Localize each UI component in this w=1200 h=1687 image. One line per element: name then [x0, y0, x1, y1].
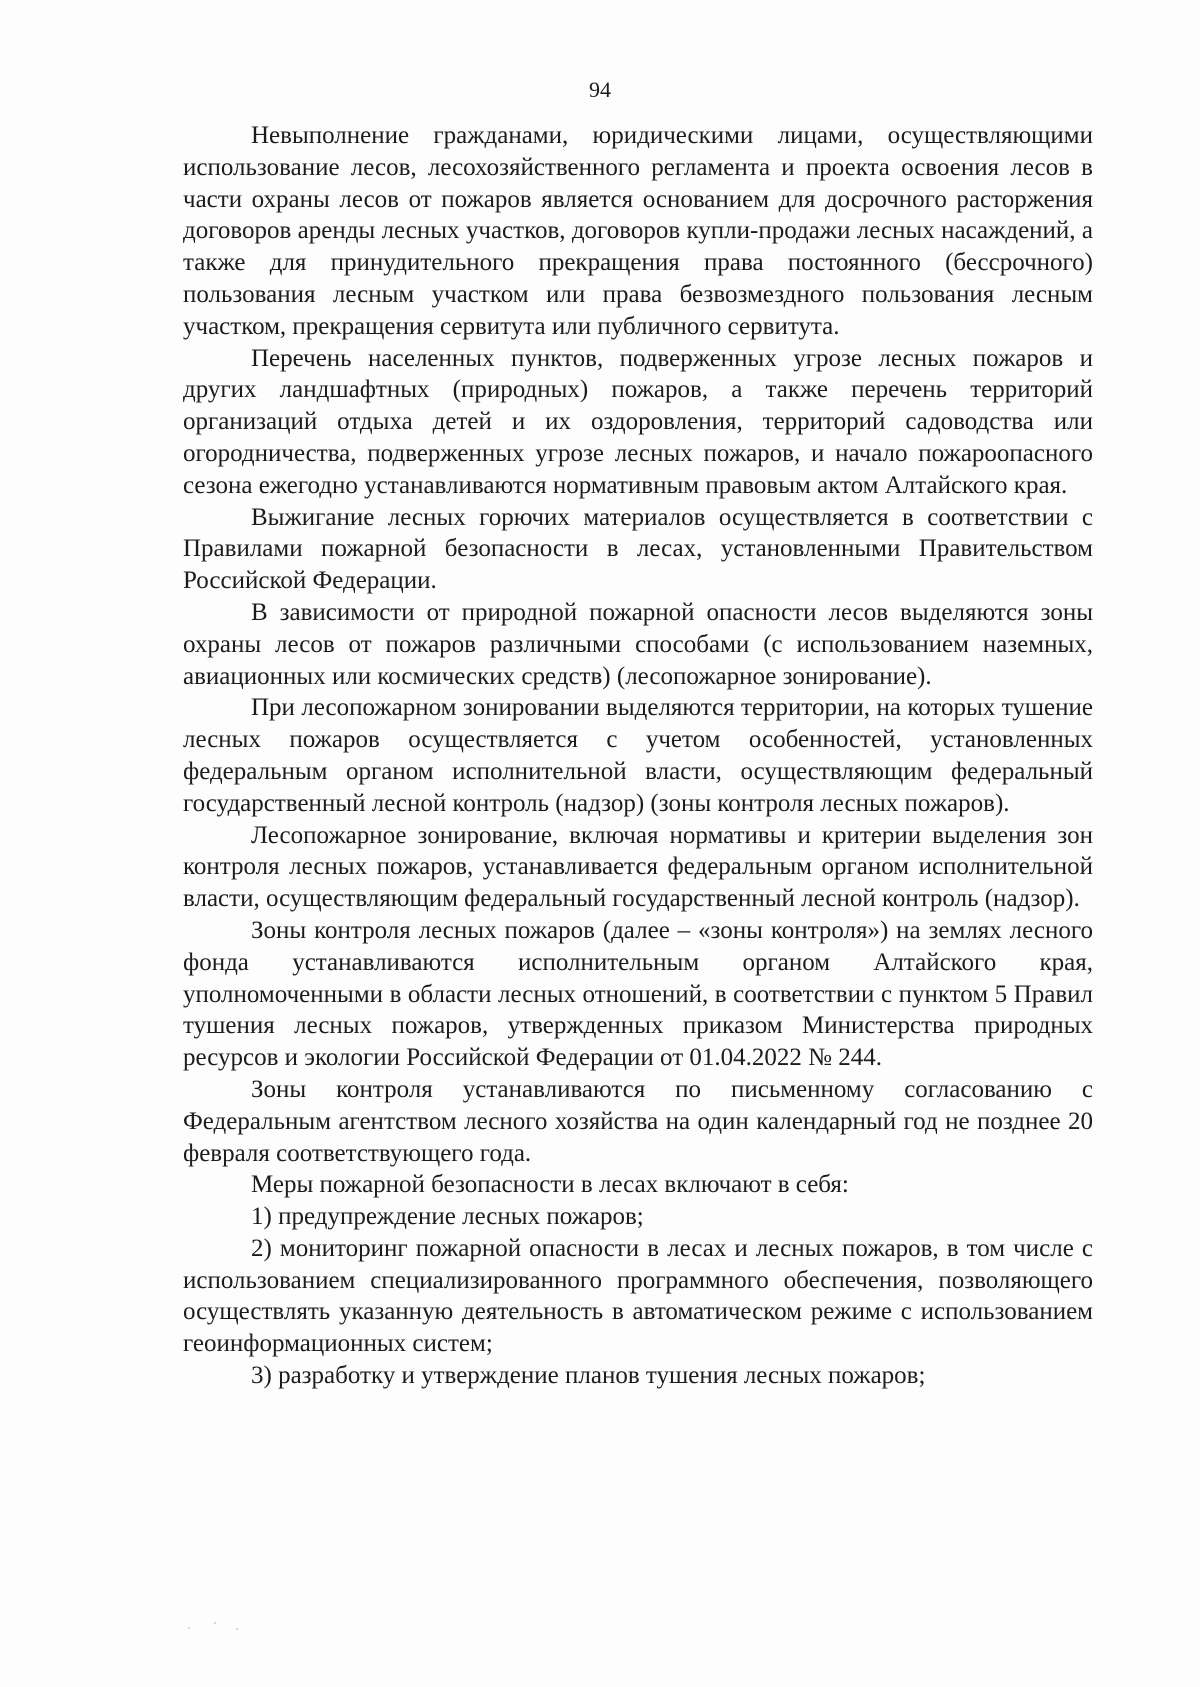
- list-item-monitoring: 2) мониторинг пожарной опасности в лесах и лесных пожаров, в том числе с использованием специализированного программного обеспечения, позволяющего осуществлять указанную деятельность в автоматическом режиме с использованием геоинформационных систем;: [183, 1234, 1093, 1358]
- list-item-plans: 3) разработку и утверждение планов тушения лесных пожаров;: [251, 1362, 926, 1390]
- scan-artifact: [214, 1622, 216, 1624]
- paragraph-control-zones-approval: Зоны контроля устанавливаются по письменному согласованию с Федеральным агентством лесного хозяйства на один календарный год не позднее 20 февраля соответствующего года.: [183, 1075, 1093, 1167]
- scan-artifact: [188, 1627, 190, 1629]
- scan-artifact: [236, 1628, 238, 1630]
- list-item-prevention: 1) предупреждение лесных пожаров;: [251, 1203, 644, 1231]
- paragraph-measures-intro: Меры пожарной безопасности в лесах включают в себя:: [251, 1171, 849, 1199]
- paragraph-burning-materials: Выжигание лесных горючих материалов осуществляется в соответствии с Правилами пожарной безопасности в лесах, установленными Правительством Российской Федерации.: [183, 503, 1093, 595]
- paragraph-fire-zoning: В зависимости от природной пожарной опасности лесов выделяются зоны охраны лесов от пожаров различными способами (с использованием наземных, авиационных или космических средств) (лесопожарное зонирование).: [183, 598, 1093, 690]
- page-number: 94: [589, 77, 611, 102]
- paragraph-zoning-norms: Лесопожарное зонирование, включая нормативы и критерии выделения зон контроля лесных пожаров, устанавливается федеральным органом исполнительной власти, осуществляющим федеральный государственный лесной контроль (надзор).: [183, 821, 1093, 913]
- document-body: [183, 120, 1093, 1392]
- paragraph-control-zones: Зоны контроля лесных пожаров (далее – «зоны контроля») на землях лесного фонда устанавливаются исполнительным органом Алтайского края, уполномоченными в области лесных отношений, в соответствии с пунктом 5 Правил тушения лесных пожаров, утвержденных приказом Министерства природных ресурсов и экологии Российской Федерации от 01.04.2022 № 244.: [183, 916, 1093, 1072]
- paragraph-settlements-list: Перечень населенных пунктов, подверженных угрозе лесных пожаров и других ландшафтных (природных) пожаров, а также перечень территорий организаций отдыха детей и их оздоровления, территорий садоводства или огородничества, подверженных угрозе лесных пожаров, и начало пожароопасного сезона ежегодно устанавливаются нормативным правовым актом Алтайского края.: [183, 344, 1093, 499]
- paragraph-zoning-territories: При лесопожарном зонировании выделяются территории, на которых тушение лесных пожаров осуществляется с учетом особенностей, установленных федеральным органом исполнительной власти, осуществляющим федеральный государственный лесной контроль (надзор) (зоны контроля лесных пожаров).: [183, 694, 1093, 817]
- paragraph-early-termination: Невыполнение гражданами, юридическими лицами, осуществляющими использование лесов, лесохозяйственного регламента и проекта освоения лесов в части охраны лесов от пожаров является основанием для досрочного расторжения договоров аренды лесных участков, договоров купли-продажи лесных насаждений, а также для принудительного прекращения права постоянного (бессрочного) пользования лесным участком или права безвозмездного пользования лесным участком, прекращения сервитута или публичного сервитута.: [183, 122, 1093, 340]
